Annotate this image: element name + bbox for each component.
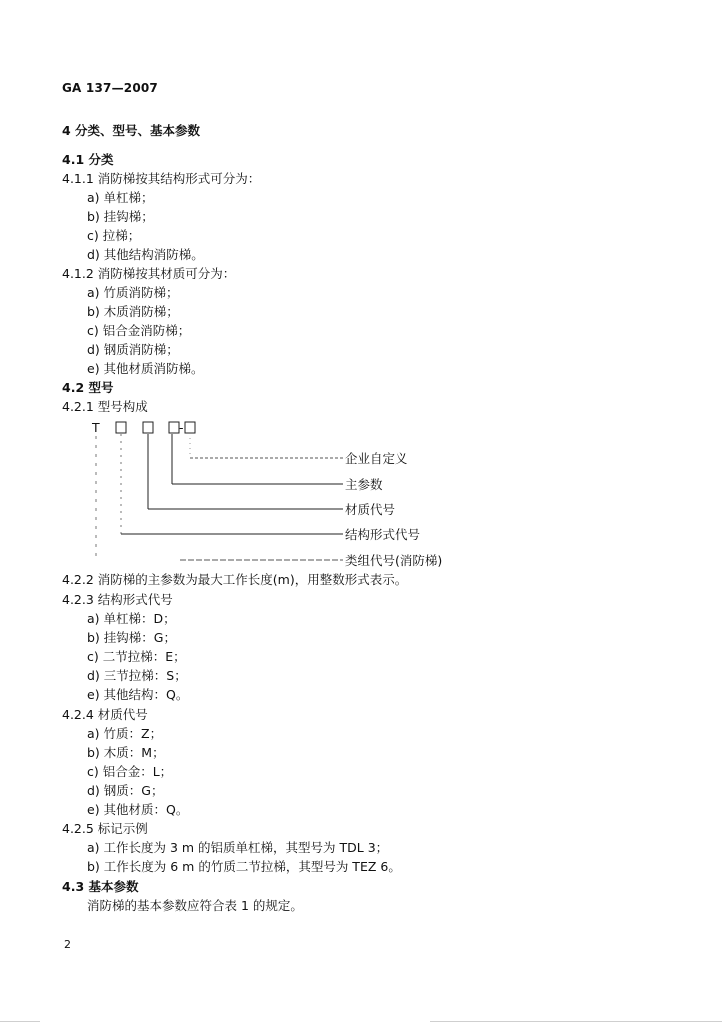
list-item: a) 单杠梯：D； xyxy=(87,611,176,626)
scan-edge-mark xyxy=(0,1021,40,1022)
diagram-label-material: 材质代号 xyxy=(345,502,396,517)
list-item: b) 工作长度为 6 m 的竹质二节拉梯，其型号为 TEZ 6。 xyxy=(87,859,401,874)
section-4-1-2-lead: 4.1.2 消防梯按其材质可分为： xyxy=(62,266,236,281)
scan-edge-mark xyxy=(430,1021,722,1022)
diagram-box-material xyxy=(143,422,153,433)
list-item: e) 其他材质：Q。 xyxy=(87,802,189,817)
list-item: c) 铝合金消防梯； xyxy=(87,323,191,338)
list-item: b) 木质消防梯； xyxy=(87,304,179,319)
list-item: c) 二节拉梯：E； xyxy=(87,649,186,664)
diagram-label-category: 类组代号(消防梯) xyxy=(345,553,443,568)
diagram-dash: - xyxy=(179,420,184,435)
list-item: d) 三节拉梯：S； xyxy=(87,668,187,683)
section-4-3-text: 消防梯的基本参数应符合表 1 的规定。 xyxy=(87,898,303,913)
diagram-box-enterprise xyxy=(185,422,195,433)
section-4-2-1-title: 4.2.1 型号构成 xyxy=(62,399,148,414)
list-item: b) 挂钩梯：G； xyxy=(87,630,176,645)
section-4-1-1-lead: 4.1.1 消防梯按其结构形式可分为： xyxy=(62,171,261,186)
section-4-2-2-text: 4.2.2 消防梯的主参数为最大工作长度(m)，用整数形式表示。 xyxy=(62,572,408,587)
diagram-label-main-param: 主参数 xyxy=(345,477,383,492)
list-item: e) 其他材质消防梯。 xyxy=(87,361,204,376)
list-item: d) 钢质消防梯； xyxy=(87,342,179,357)
section-4-2-4-title: 4.2.4 材质代号 xyxy=(62,707,148,722)
list-item: a) 工作长度为 3 m 的铝质单杠梯，其型号为 TDL 3； xyxy=(87,840,389,855)
diagram-box-main-param xyxy=(169,422,179,433)
diagram-prefix-t: T xyxy=(92,420,100,435)
list-item: b) 挂钩梯； xyxy=(87,209,154,224)
section-4-2-5-title: 4.2.5 标记示例 xyxy=(62,821,148,836)
list-item: e) 其他结构：Q。 xyxy=(87,687,189,702)
diagram-box-structure xyxy=(116,422,126,433)
list-item: a) 单杠梯； xyxy=(87,190,154,205)
list-item: b) 木质：M； xyxy=(87,745,165,760)
section-4-title: 4 分类、型号、基本参数 xyxy=(62,123,201,138)
diagram-label-enterprise: 企业自定义 xyxy=(345,451,408,466)
standard-id-header: GA 137—2007 xyxy=(62,81,158,95)
section-4-3-title: 4.3 基本参数 xyxy=(62,879,139,894)
diagram-label-structure: 结构形式代号 xyxy=(345,527,421,542)
section-4-2-3-title: 4.2.3 结构形式代号 xyxy=(62,592,173,607)
section-4-1-title: 4.1 分类 xyxy=(62,152,114,167)
page-number: 2 xyxy=(64,938,71,951)
list-item: a) 竹质消防梯； xyxy=(87,285,179,300)
list-item: c) 铝合金：L； xyxy=(87,764,173,779)
list-item: d) 钢质：G； xyxy=(87,783,164,798)
list-item: a) 竹质：Z； xyxy=(87,726,163,741)
list-item: d) 其他结构消防梯。 xyxy=(87,247,204,262)
section-4-2-title: 4.2 型号 xyxy=(62,380,114,395)
list-item: c) 拉梯； xyxy=(87,228,141,243)
